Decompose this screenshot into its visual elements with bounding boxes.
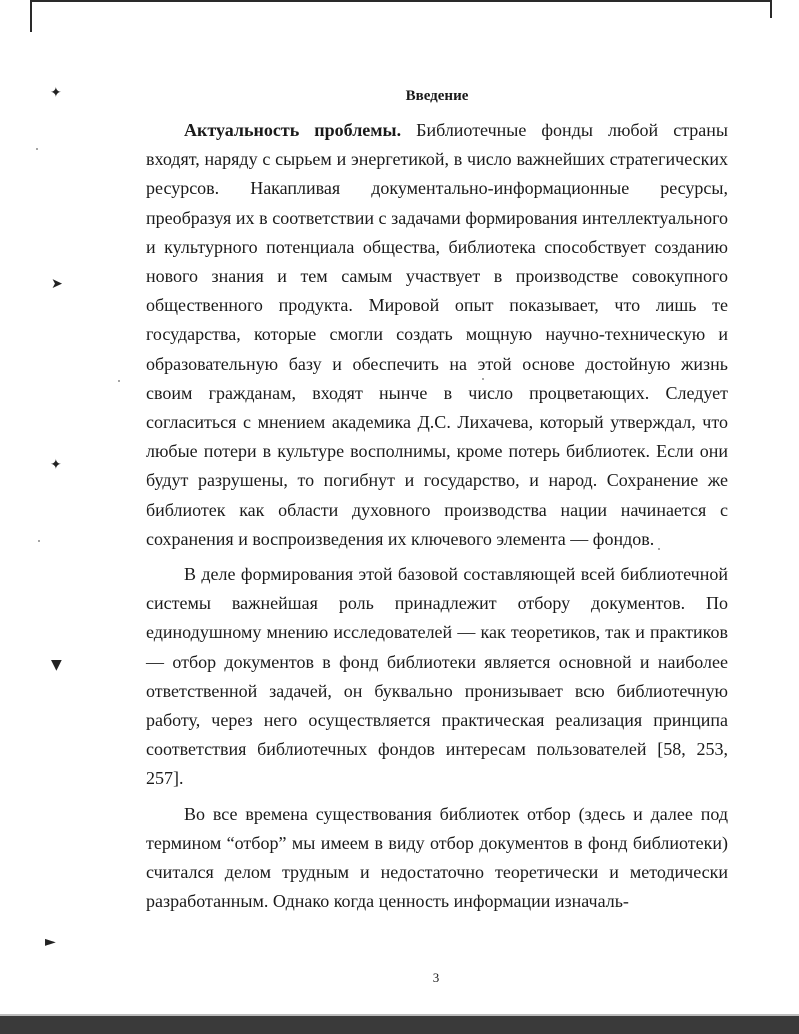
binding-hole-mark: ➤ xyxy=(51,276,63,292)
scan-edge-left xyxy=(30,0,32,32)
page-number: 3 xyxy=(432,970,440,985)
scan-speck xyxy=(118,380,120,382)
paragraph-text: Библиотечные фонды любой страны входят, наряду с сырьем и энергетикой, в число важнейших стратегических ресурсов. Накапливая документально-информационные ресурсы, преобразуя их в соответствии с задачами формирования интеллектуального и культурного потенциала общества, библиотека способствует созданию нового знания и тем самым участвует в производстве совокупного общественного продукта. Мировой опыт показывает, что лишь те государства, которые смогли создать мощную научно-техническую и образовательную базу и обеспечить на этой основе достойную жизнь своим гражданам, входят нынче в число процветающих. Следует согласиться с мнением академика Д.С. Лихачева, который утверждал, что любые потери в культуре восполнимы, кроме потерь библиотек. Если они будут разрушены, то погибнут и государство, и народ. Сохранение же библиотек как области духовного производства нации начинается с сохранения и воспроизведения их ключевого элемента — фондов. xyxy=(146,120,729,549)
binding-hole-mark: ✦ xyxy=(50,457,62,473)
scan-edge-top xyxy=(30,0,770,2)
paragraph xyxy=(146,560,728,794)
paragraph xyxy=(146,116,728,554)
scan-speck xyxy=(36,148,38,150)
scan-speck xyxy=(38,540,40,542)
binding-hole-mark: ► xyxy=(45,934,56,950)
paragraph-text: Во все времена существования библиотек отбор (здесь и далее под термином “отбор” мы имеем в виду отбор документов в фонд библиотеки) считался делом трудным и недостаточно теоретически и методически разработанным. Однако когда ценность информации изначаль- xyxy=(146,803,728,912)
binding-hole-mark: ▼ xyxy=(51,657,62,673)
page-body xyxy=(146,86,728,922)
scan-edge-bottom xyxy=(0,1016,799,1034)
scan-edge-right xyxy=(770,0,772,18)
section-heading: Введение xyxy=(405,88,469,104)
binding-hole-mark: ✦ xyxy=(50,85,62,101)
paragraph-text: В деле формирования этой базовой составляющей всей библиотечной системы важнейшая роль принадлежит отбору документов. По единодушному мнению исследователей — как теоретиков, так и практиков — отбор документов в фонд библиотеки является основной и наиболее ответственной задачей, он буквально пронизывает всю библиотечную работу, через него осуществляется практическая реализация принципа соответствия библиотечных фондов интересам пользователей [58, 253, 257]. xyxy=(146,564,728,789)
paragraph-lead: Актуальность проблемы. xyxy=(184,120,402,140)
paragraph xyxy=(146,800,728,917)
